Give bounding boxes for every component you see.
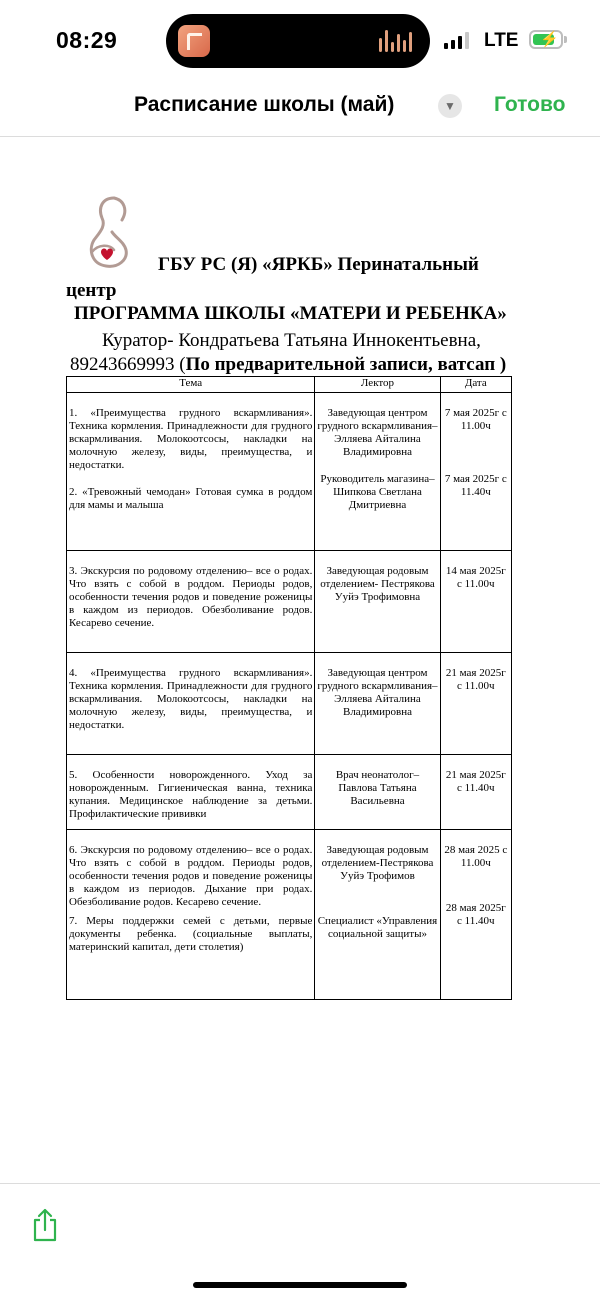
network-type: LTE <box>484 30 519 51</box>
table-row <box>67 755 512 830</box>
topic-cell <box>67 653 315 755</box>
org-name-line1: ГБУ РС (Я) «ЯРКБ» Перинатальный <box>158 254 479 275</box>
lecturer-cell <box>315 653 440 755</box>
status-bar <box>0 0 600 82</box>
date-text: 7 мая 2025г с 11.00ч <box>444 407 507 432</box>
date-text: 7 мая 2025г с 11.40ч <box>444 473 507 498</box>
table-row <box>67 393 512 551</box>
chevron-down-icon[interactable]: ▼ <box>438 94 462 118</box>
header-date: Дата <box>440 377 511 393</box>
header-topic: Тема <box>67 377 315 393</box>
live-activity-app-icon <box>178 25 210 57</box>
date-text: 28 мая 2025 с 11.00ч <box>444 844 508 869</box>
date-cell <box>440 551 511 653</box>
topic-text: 4. «Преимущества грудного вскармливания». Техника кормления. Принадлежности для грудного вскармливания. Молокоотсосы, накладки на молочную железу, виды, преимущества, и недостатки. <box>69 667 313 731</box>
topic-cell <box>67 830 315 1000</box>
table-row <box>67 830 512 1000</box>
org-name-line2: центр <box>66 280 117 301</box>
booking-note: По предварительной записи, ватсап ) <box>185 354 507 375</box>
battery-icon: ⚡ <box>529 30 563 49</box>
table-row <box>67 551 512 653</box>
table-header-row <box>67 377 512 393</box>
program-title: ПРОГРАММА ШКОЛЫ «МАТЕРИ И РЕБЕНКА» <box>74 303 507 324</box>
date-text: 21 мая 2025г с 11.00ч <box>445 667 506 692</box>
signal-icon <box>444 32 469 49</box>
share-icon[interactable] <box>31 1208 59 1242</box>
lecturer-text: Врач неонатолог– Павлова Татьяна Васильевна <box>335 769 420 807</box>
topic-text: 5. Особенности новорожденного. Уход за новорожденным. Гигиеническая ванна, техника купания. Медицинское наблюдение за детьми. Профилактические прививки <box>69 769 313 820</box>
date-cell <box>440 830 511 1000</box>
topic-text: 3. Экскурсия по родовому отделению– все о родах. Что взять с собой в роддом. Периоды родов, особенности течения родов и поведение роженицы в каждом из периодов. Обезболивание родов. Кесарево сечение. <box>69 565 313 629</box>
lecturer-cell <box>315 551 440 653</box>
lecturer-text: Заведующая родовым отделением-Пестрякова Ууйэ Трофимов <box>321 844 434 882</box>
header-lecturer: Лектор <box>315 377 440 393</box>
date-text: 21 мая 2025г с 11.40ч <box>445 769 506 794</box>
date-cell <box>440 755 511 830</box>
lecturer-cell <box>315 830 440 1000</box>
lecturer-text: Руководитель магазина– Шипкова Светлана Дмитриевна <box>320 473 435 511</box>
lecturer-text: Заведующая центром грудного вскармливания– Элляева Айталина Владимировна <box>317 407 438 458</box>
topic-text: 1. «Преимущества грудного вскармливания». Техника кормления. Принадлежности для грудного вскармливания. Молокоотсосы, накладки на молочную железу, виды, преимущества, и недостатки. <box>69 407 313 471</box>
lecturer-cell <box>315 755 440 830</box>
topic-cell <box>67 755 315 830</box>
battery-tip <box>564 36 567 43</box>
topic-cell <box>67 551 315 653</box>
topic-text: 7. Меры поддержки семей с детьми, первые документы ребенка. (социальные выплаты, материнский капитал, дети столетия) <box>69 915 313 953</box>
document-page <box>0 137 600 1183</box>
done-button[interactable]: Готово <box>494 93 566 116</box>
phone-number: 89243669993 ( <box>70 354 186 375</box>
navigation-bar <box>0 82 600 137</box>
lecturer-text: Заведующая центром грудного вскармливания– Элляева Айталина Владимировна <box>317 667 438 718</box>
topic-cell <box>67 393 315 551</box>
contact-line <box>70 354 506 376</box>
topic-text: 6. Экскурсия по родовому отделению– все о родах. Что взять с собой в роддом. Периоды родов, особенности течения родов и поведение роженицы в каждом из периодов. Дыхание при родах. Обезболивание родов. Кесарево сечение. <box>69 844 313 908</box>
lecturer-cell <box>315 393 440 551</box>
lecturer-text: Заведующая родовым отделением- Пестрякова Ууйэ Трофимовна <box>320 565 435 603</box>
logo-mother-icon <box>84 194 134 274</box>
schedule-table <box>66 376 512 1000</box>
dynamic-island[interactable] <box>166 14 430 68</box>
date-text: 28 мая 2025г с 11.40ч <box>445 902 506 927</box>
date-text: 14 мая 2025г с 11.00ч <box>445 565 506 590</box>
audio-wave-icon <box>379 30 412 52</box>
nav-title[interactable]: Расписание школы (май) <box>134 93 395 116</box>
topic-text: 2. «Тревожный чемодан» Готовая сумка в роддом для мамы и малыша <box>69 486 313 511</box>
date-cell <box>440 393 511 551</box>
status-time: 08:29 <box>56 27 118 53</box>
home-indicator[interactable] <box>193 1282 407 1288</box>
date-cell <box>440 653 511 755</box>
table-row <box>67 653 512 755</box>
lecturer-text: Специалист «Управления социальной защиты» <box>317 915 438 940</box>
bottom-toolbar <box>0 1183 600 1301</box>
curator-line: Куратор- Кондратьева Татьяна Иннокентьевна, <box>102 330 481 351</box>
